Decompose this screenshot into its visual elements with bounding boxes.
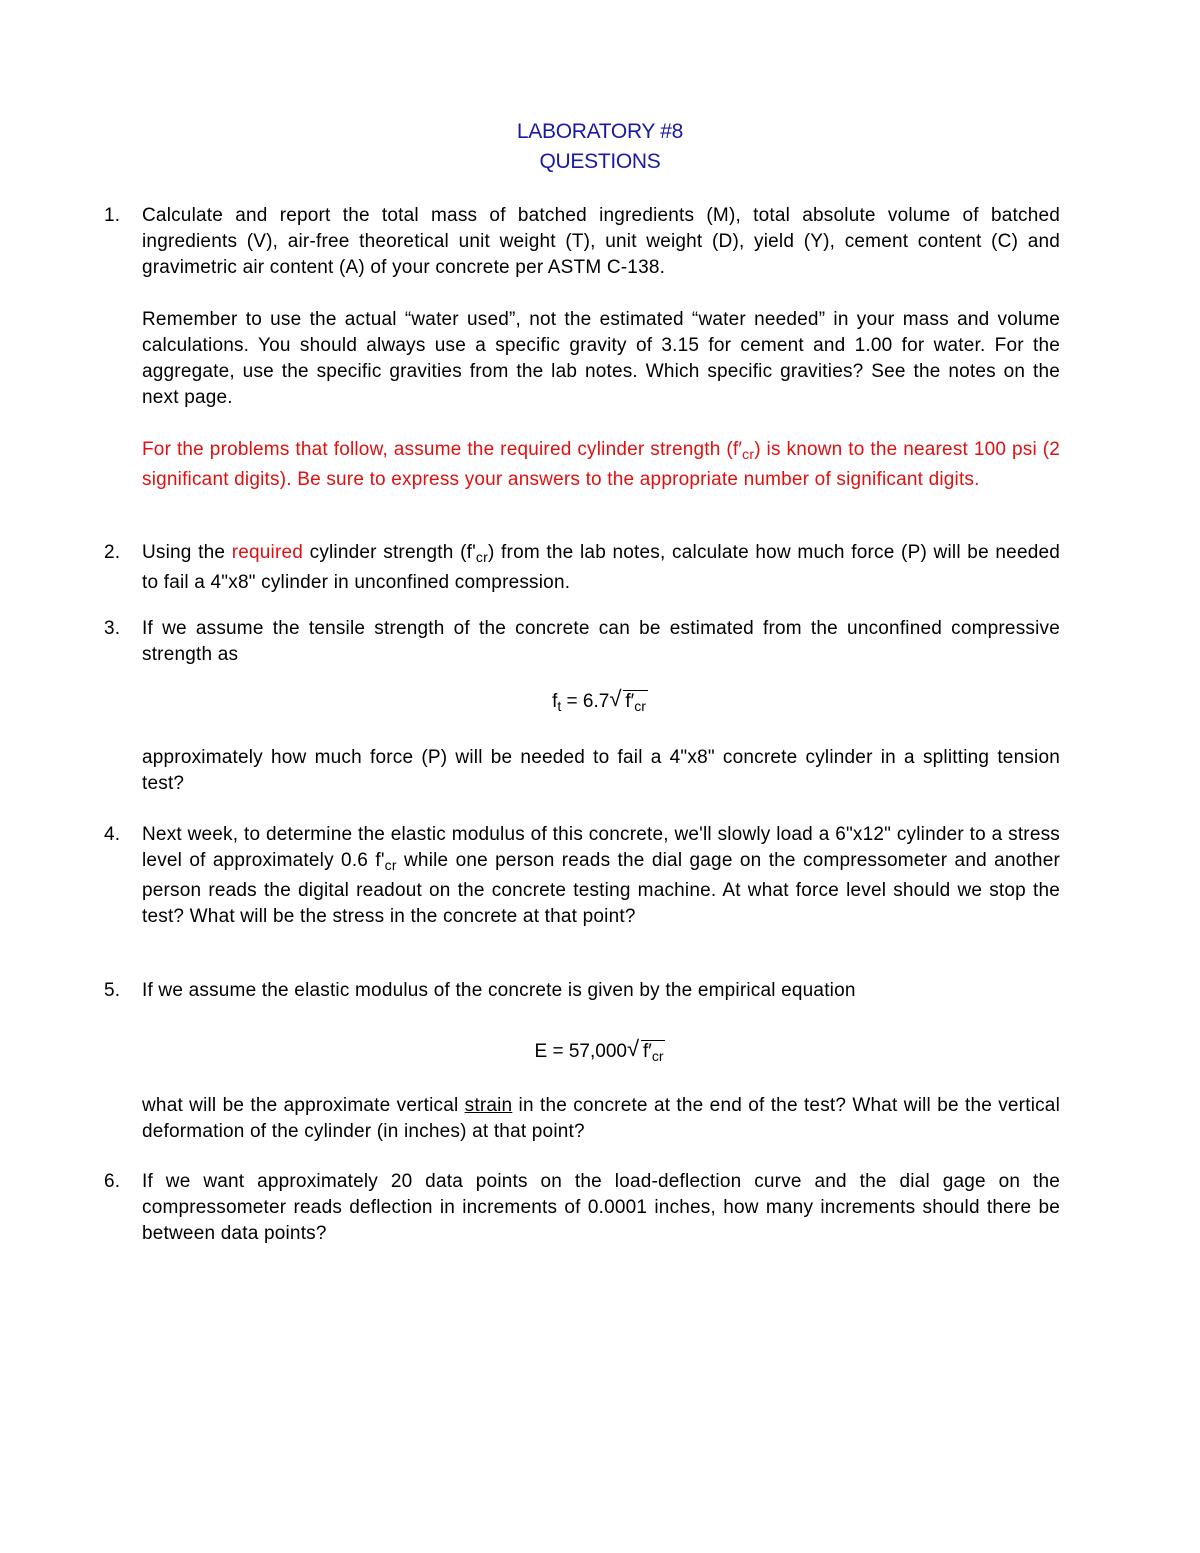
eq2-radicand: f′ bbox=[642, 1041, 652, 1062]
question-6-number: 6. bbox=[104, 1171, 121, 1192]
eq1-lhs: f bbox=[552, 691, 558, 712]
eq1-lhs-sub: t bbox=[557, 698, 562, 714]
q2-sub: cr bbox=[475, 549, 488, 565]
lab-title: LABORATORY #8 bbox=[516, 120, 684, 143]
eq1-radicand-sub: cr bbox=[634, 698, 646, 714]
question-5-text: If we assume the elastic modulus of the concrete is given by the empirical equation bbox=[142, 980, 856, 1001]
question-2-text bbox=[142, 540, 1060, 596]
q5-text-b: in the concrete at the end of the test? What will be the vertical deformation of the cylinder (in inches) at that point? bbox=[142, 1095, 1060, 1142]
q2-text-c: ) from the lab notes, calculate how much force (P) will be needed to fail a 4"x8" cylinder in unconfined compression. bbox=[142, 542, 1061, 593]
question-3-text: If we assume the tensile strength of the concrete can be estimated from the unconfined compressive strength as bbox=[142, 618, 1060, 665]
significant-digits-note bbox=[142, 437, 1060, 493]
question-4-number: 4. bbox=[104, 824, 121, 845]
q4-sub: cr bbox=[384, 857, 397, 873]
question-1-text: Calculate and report the total mass of batched ingredients (M), total absolute volume of batched ingredients (V), air-free theoretical unit weight (T), unit weight (D), yield (Y), cement content (C) and gravimetric air content (A) of your concrete per ASTM C-138. bbox=[142, 205, 1060, 278]
eq2-radicand-sub: cr bbox=[651, 1048, 664, 1064]
note-text-b: ) is known to the nearest 100 psi (2 significant digits). Be sure to express your answers to the appropriate number of significant digits. bbox=[142, 439, 1061, 490]
question-3-number: 3. bbox=[104, 618, 121, 639]
q2-text-b: cylinder strength (f' bbox=[303, 542, 476, 563]
question-2 bbox=[104, 540, 1060, 596]
radical-icon: √ bbox=[609, 686, 622, 711]
q5-strain-word: strain bbox=[464, 1095, 513, 1116]
note-text-a: For the problems that follow, assume the required cylinder strength (f′ bbox=[142, 439, 743, 460]
q2-required-word: required bbox=[231, 542, 304, 563]
question-5 bbox=[104, 978, 1060, 1004]
eq2-lhs: E = 57,000 bbox=[534, 1041, 627, 1062]
eq1-coefficient: = 6.7 bbox=[561, 691, 610, 712]
question-4 bbox=[104, 822, 1060, 930]
question-3-followup: approximately how much force (P) will be needed to fail a 4"x8" concrete cylinder in a splitting tension test? bbox=[142, 747, 1060, 794]
question-6-text: If we want approximately 20 data points on the load-deflection curve and the dial gage on the compressometer reads deflection in increments of 0.0001 inches, how many increments should there be between data points? bbox=[142, 1171, 1060, 1244]
radical-icon: √ bbox=[626, 1036, 640, 1061]
note-sub: cr bbox=[742, 446, 755, 462]
question-5-followup bbox=[142, 1093, 1060, 1145]
tensile-strength-equation bbox=[0, 686, 1200, 714]
question-5-number: 5. bbox=[104, 980, 121, 1001]
elastic-modulus-equation bbox=[0, 1036, 1200, 1064]
lab-subtitle: QUESTIONS bbox=[539, 150, 661, 173]
question-1-instructions: Remember to use the actual “water used”, not the estimated “water needed” in your mass and volume calculations. You should always use a specific gravity of 3.15 for cement and 1.00 for water. For the aggregate, use the specific gravities from the lab notes. Which specific gravities? See the notes on the next page. bbox=[142, 309, 1060, 408]
question-3 bbox=[104, 616, 1060, 668]
eq1-square-root bbox=[609, 686, 648, 714]
q4-text-a: Next week, to determine the elastic modulus of this concrete, we'll slowly load a 6"x12" cylinder to a stress level of approximately 0.6 f' bbox=[142, 824, 1060, 871]
q4-text-b: while one person reads the dial gage on the compressometer and another person reads the digital readout on the concrete testing machine. At what force level should we stop the test? What will be the stress in the concrete at that point? bbox=[142, 850, 1060, 927]
q2-text-a: Using the bbox=[142, 542, 232, 563]
q5-text-a: what will be the approximate vertical bbox=[142, 1095, 465, 1116]
question-6 bbox=[104, 1169, 1060, 1247]
eq1-radicand: f′ bbox=[625, 691, 635, 712]
question-4-text bbox=[142, 822, 1060, 930]
eq2-square-root bbox=[626, 1036, 666, 1064]
question-2-number: 2. bbox=[104, 542, 121, 563]
question-1 bbox=[104, 203, 1060, 281]
question-1-number: 1. bbox=[104, 205, 121, 226]
